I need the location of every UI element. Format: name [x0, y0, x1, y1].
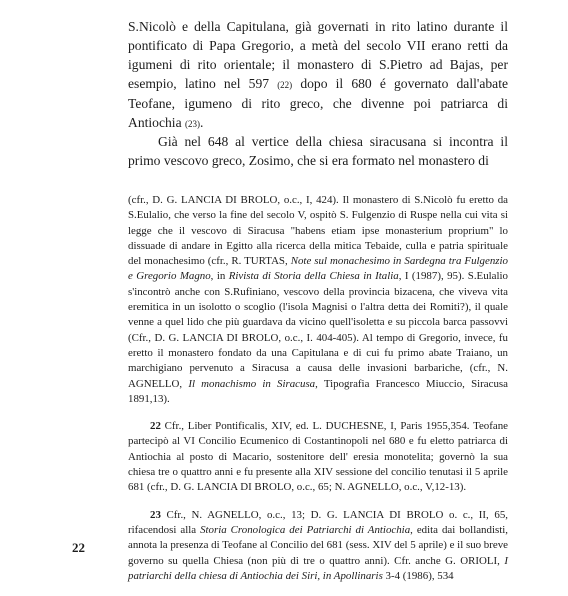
footnote-text: , edita dai bollandisti, annota la presenza di Teofane al Concilio del 681 (sess. XIV del 5 aprile) e il suo breve governo su quella Chiesa (non più di tre o quattro anni). Cfr. anche G. ORIOLI,: [128, 523, 508, 567]
footnote-italic-title: Rivista di Storia della Chiesa in Italia: [228, 270, 399, 283]
page-number: 22: [72, 540, 85, 555]
footnote-23: [128, 508, 508, 584]
footnote-text: Cfr., N. AGNELLO, o.c., 13; D. G. LANCIA DI BROLO o. c., II, 65, rifacendosi alla: [128, 508, 508, 536]
paragraph-text: S.Nicolò e della Capitulana, già governati in rito latino durante il pontificato di Papa Gregorio, a metà del secolo VII erano retti da igumeni di rito orientale; il monastero di S.Pietro ad Bajas, per esempio, latino nel 597: [128, 19, 508, 91]
footnote-text: (cfr., D. G. LANCIA DI BROLO, o.c., I, 424). Il monastero di S.Nicolò fu eretto da S.Eulalio, che verso la fine del secolo V, ospitò S. Fulgenzio di Ruspe nella cui vita si legge che il vescovo di Siracusa "habens etiam ipse monasterium proprium" lo dissuade di andare in Egitto alla ricerca della mitica Tebaide, culla e patria spirituale del monachesimo (cfr., R. TURTAS,: [128, 194, 508, 268]
paragraph-text: .: [200, 114, 204, 130]
footnote-italic-title: Il monachismo in Siracusa: [188, 377, 316, 390]
footnote-text: Cfr., Liber Pontificalis, XIV, ed. L. DUCHESNE, I, Paris 1955,354. Teofane partecipò al VI Concilio Ecumenico di Costantinopoli nel 680 e fu eletto patriarca di Antiochia al posto di Macario, sostenitore dell' eresia monotelita; governò la sua chiesa tre o quattro anni e fu presente alla XIV sessione del concilio tenutasi il 5 aprile 681 (cfr., D. G. LANCIA DI BROLO, o.c., 65; N. AGNELLO, o.c., V,12-13).: [128, 420, 508, 494]
paragraph-text: dopo il 680 é governato dall'abate Teofane, igumeno di rito greco, che divenne poi patriarca di Antiochia: [128, 75, 509, 130]
footnote-number: 22: [150, 420, 161, 433]
footnote-italic-title: Storia Cronologica dei Patriarchi di Antiochia: [200, 523, 411, 536]
footnote-ref-23: (23): [185, 118, 201, 129]
footnote-21-continuation: [128, 193, 508, 407]
footnote-22: [128, 419, 508, 495]
footnote-text: , in: [210, 270, 229, 283]
footnote-text: , Tipografia Francesco Miuccio, Siracusa 1891,13).: [128, 377, 508, 405]
footnotes: [128, 193, 508, 596]
main-paragraph-2: Già nel 648 al vertice della chiesa siracusana si incontra il primo vescovo greco, Zosimo, che si era formato nel monastero di: [128, 134, 508, 169]
footnote-text: , I (1987), 95). S.Eulalio s'incontrò anche con S.Rufiniano, vescovo della provincia bizacena, che viveva vita eremitica in un isolotto o scoglio (l'isola Magnisi o l'altra detta dei Romiti?), il quale venne a quel lido che più guardava da vicino quell'isoletta e su piccola barca passovvi (Cfr., D. G. LANCIA DI BROLO, o.c., I. 404-405). Al tempo di Gregorio, invece, fu eretto il monastero fondato da una Capitulana e di cui fu primo abate Traiano, un marchigiano pervenuto a Siracusa a causa delle invasioni barbariche, (cfr., N. AGNELLO,: [128, 270, 508, 390]
footnote-number: 23: [150, 508, 161, 521]
footnote-italic-title: I patriarchi della chiesa di Antiochia dei Siri, in Apollinaris: [128, 554, 508, 582]
footnote-text: 3-4 (1986), 534: [382, 569, 454, 582]
main-text: [128, 18, 508, 171]
footnote-ref-22: (22): [277, 79, 293, 90]
main-paragraph-1: [128, 18, 508, 133]
footnote-italic-title: Note sul monachesimo in Sardegna tra Fulgenzio e Gregorio Magno: [128, 255, 508, 283]
